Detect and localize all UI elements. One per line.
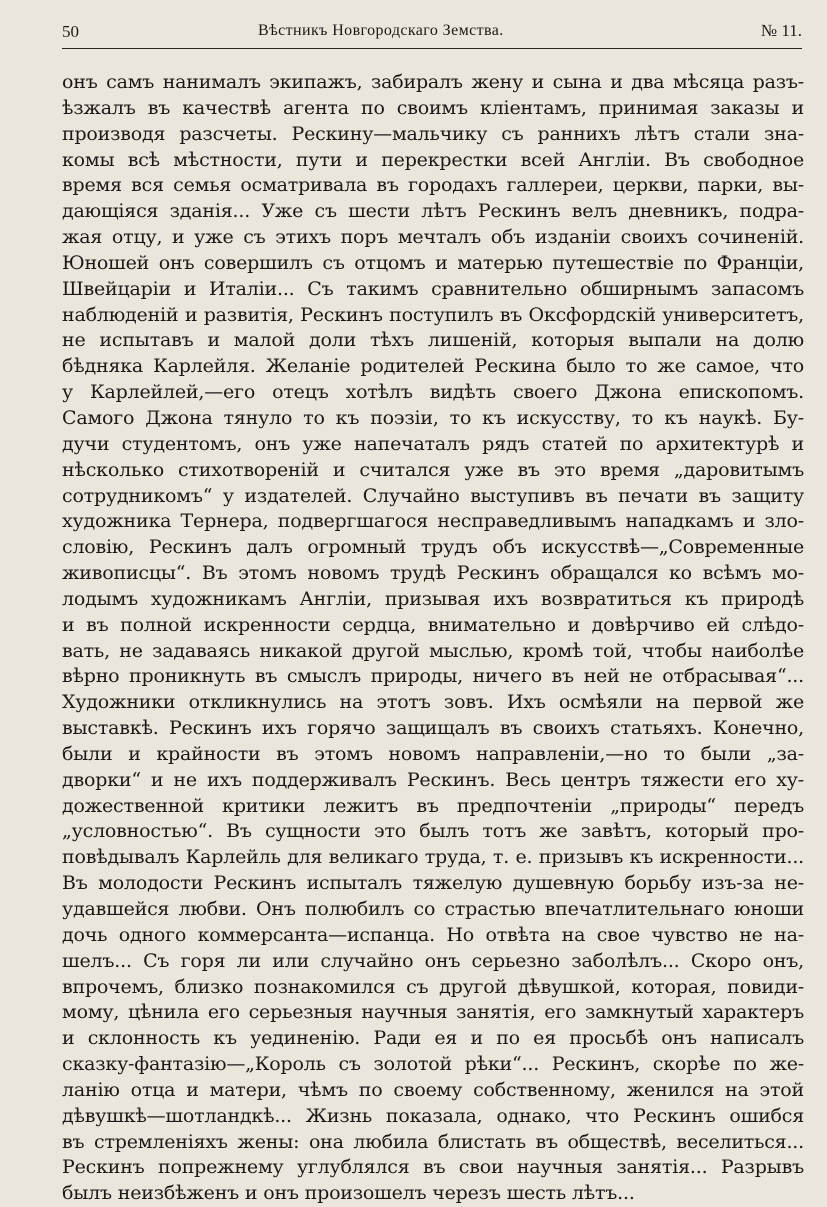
text-line: повѣдывалъ Карлейль для великаго труда, т. е. призывъ къ искренности...: [62, 846, 804, 869]
text-line: Швейцаріи и Италіи... Съ такимъ сравнительно обширнымъ запасомъ: [62, 277, 804, 300]
text-line: онъ самъ нанималъ экипажъ, забиралъ жену и сына и два мѣсяца разъ-: [62, 71, 804, 93]
text-line: производя разсчеты. Рескину—мальчику съ раннихъ лѣтъ стали зна-: [62, 122, 804, 145]
text-line: не испытавъ и малой доли тѣхъ лишеній, которыя выпали на долю: [62, 329, 804, 352]
text-line: жая отцу, и уже съ этихъ поръ мечталъ объ изданіи своихъ сочиненій.: [62, 226, 804, 249]
text-line: дочь одного коммерсанта—испанца. Но отвѣта на свое чувство не на-: [62, 923, 804, 946]
running-header: [62, 18, 802, 46]
text-line: ланію отца и матери, чѣмъ по своему собственному, женился на этой: [62, 1078, 804, 1101]
text-line: и склонность къ уединенію. Ради ея и по ея просьбѣ онъ написалъ: [62, 1027, 804, 1050]
text-line: нѣсколько стихотвореній и считался уже въ это время „даровитымъ: [62, 458, 804, 481]
text-line: „условностью“. Въ сущности это былъ тотъ же завѣтъ, который про-: [62, 820, 804, 843]
text-line: дворки“ и не ихъ поддерживалъ Рескинъ. Весь центръ тяжести его ху-: [62, 768, 804, 791]
text-line: вать, не задаваясь никакой другой мыслью, кромѣ той, чтобы наиболѣе: [62, 639, 804, 662]
text-line: комы всѣ мѣстности, пути и перекрестки всей Англіи. Въ свободное: [62, 148, 804, 171]
text-line: время вся семья осматривала въ городахъ галлереи, церкви, парки, вы-: [62, 174, 804, 197]
text-line: Въ молодости Рескинъ испыталъ тяжелую душевную борьбу изъ-за не-: [62, 872, 804, 895]
text-line: впрочемъ, близко познакомился съ другой дѣвушкой, которая, повиди-: [62, 975, 804, 998]
header-rule: [62, 48, 802, 49]
text-line: Рескинъ попрежнему углублялся въ свои научныя занятія... Разрывъ: [62, 1156, 804, 1179]
text-line: дожественной критики лежитъ въ предпочтеніи „природы“ передъ: [62, 794, 804, 817]
text-line: вѣрно проникнуть въ смыслъ природы, ничего въ ней не отбрасывая“...: [62, 665, 804, 688]
text-line: живописцы“. Въ этомъ новомъ трудѣ Рескинъ обращался ко всѣмъ мо-: [62, 562, 804, 585]
text-line: художника Тернера, подвергшагося несправедливымъ нападкамъ и зло-: [62, 510, 804, 533]
article-text: [62, 70, 804, 1207]
text-line: дучи студентомъ, онъ уже напечаталъ рядъ статей по архитектурѣ и: [62, 432, 804, 455]
text-line: были и крайности въ этомъ новомъ направленіи,—но то были „за-: [62, 742, 804, 765]
text-line: дѣвушкѣ—шотландкѣ... Жизнь показала, однако, что Рескинъ ошибся: [62, 1104, 804, 1127]
text-line: мому, цѣнила его серьезныя научныя занятія, его замкнутый характеръ: [62, 1001, 804, 1024]
issue-number: № 11.: [760, 21, 802, 40]
text-line: наблюденій и развитія, Рескинъ поступилъ въ Оксфордскій университетъ,: [62, 303, 804, 326]
text-line: дающіяся зданія... Уже съ шести лѣтъ Рескинъ велъ дневникъ, подра-: [62, 200, 804, 223]
text-line: и въ полной искренности сердца, внимательно и довѣрчиво ей слѣдо-: [62, 613, 804, 636]
text-line: у Карлейлей,—его отецъ хотѣлъ видѣть своего Джона епископомъ.: [62, 381, 804, 404]
text-line: лодымъ художникамъ Англіи, призывая ихъ возвратиться къ природѣ: [62, 587, 804, 610]
text-line: Юношей онъ совершилъ съ отцомъ и матерью путешествіе по Франціи,: [62, 251, 804, 274]
text-line: сотрудникомъ“ у издателей. Случайно выступивъ въ печати въ защиту: [62, 484, 804, 507]
text-line: ѣзжалъ въ качествѣ агента по своимъ кліентамъ, принимая заказы и: [62, 96, 804, 119]
text-line: въ стремленіяхъ жены: она любила блистать въ обществѣ, веселиться...: [62, 1130, 804, 1153]
page-number: 50: [62, 22, 79, 41]
text-line: Самого Джона тянуло то къ поэзіи, то къ искусству, то къ наукѣ. Бу-: [62, 406, 804, 429]
text-line: удавшейся любви. Онъ полюбилъ со страстью впечатлительнаго юноши: [62, 898, 804, 920]
journal-title: Вѣстникъ Новгородскаго Земства.: [258, 22, 504, 39]
text-line: словію, Рескинъ далъ огромный трудъ объ искусствѣ—„Современные: [62, 536, 804, 559]
text-line: выставкѣ. Рескинъ ихъ горячо защищалъ въ своихъ статьяхъ. Конечно,: [62, 717, 804, 740]
text-line: былъ неизбѣженъ и онъ произошелъ черезъ шесть лѣтъ...: [62, 1182, 635, 1205]
text-line: Художники откликнулись на этотъ зовъ. Ихъ осмѣяли на первой же: [62, 691, 804, 714]
text-line: шелъ... Съ горя ли или случайно онъ серьезно заболѣлъ... Скоро онъ,: [62, 949, 804, 972]
text-line: сказку-фантазію—„Король съ золотой рѣки“... Рескинъ, скорѣе по же-: [62, 1053, 804, 1076]
text-line: бѣдняка Карлейля. Желаніе родителей Рескина было то же самое, что: [62, 355, 804, 378]
